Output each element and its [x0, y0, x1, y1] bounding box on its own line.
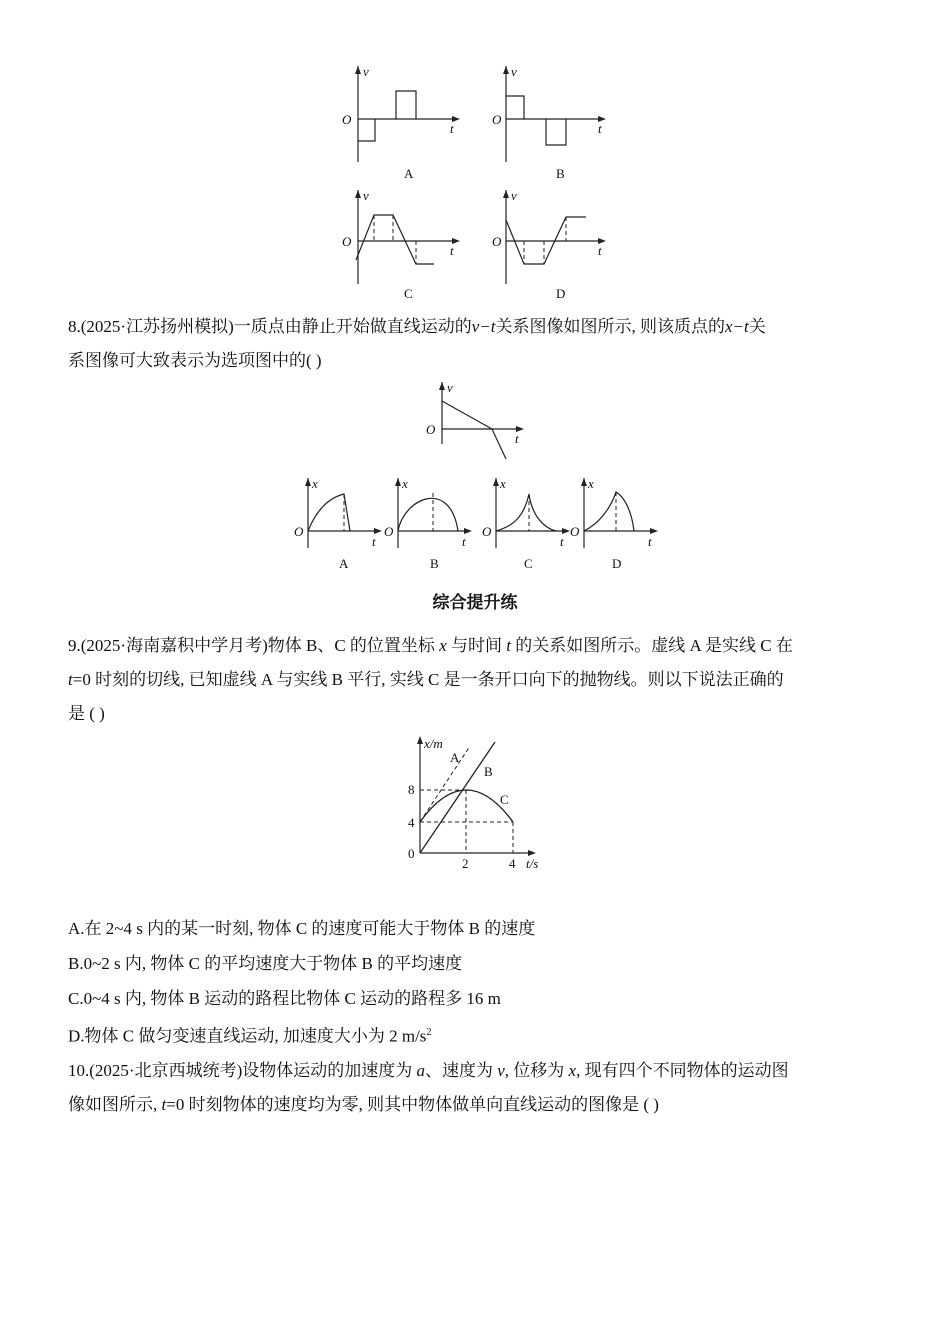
- var-v: v: [497, 1061, 505, 1080]
- q8-option-d-figure: [572, 476, 662, 571]
- var-t: t: [506, 636, 511, 655]
- question-number: 9.: [68, 636, 81, 655]
- prev-label-b: B: [556, 166, 565, 181]
- question-text: 与时间: [446, 636, 507, 655]
- x-tick-4: 4: [509, 856, 516, 871]
- question-text: =0 时刻的切线, 已知虚线 A 与实线 B 平行, 实线 C 是一条开口向下的抛物线。则以下说法正确的: [72, 670, 784, 689]
- var-a: a: [416, 1061, 425, 1080]
- xt-term: x−t: [724, 317, 749, 336]
- prev-label-d: D: [556, 286, 566, 301]
- q9-option-a[interactable]: A.在 2~4 s 内的某一时刻, 物体 C 的速度可能大于物体 B 的速度: [68, 919, 536, 938]
- y-axis-label: x/m: [424, 736, 443, 751]
- question-text: 物体 B、C 的位置坐标: [267, 636, 440, 655]
- axis-t-label: t: [462, 534, 466, 549]
- axis-x-label: x: [402, 476, 408, 491]
- axis-t-label: t: [372, 534, 376, 549]
- axis-t-label: t: [648, 534, 652, 549]
- question-8-line-2: 系图像可大致表示为选项图中的( ): [68, 351, 322, 370]
- axis-t-label: t: [515, 431, 519, 446]
- question-source: (2025·江苏扬州模拟): [80, 317, 234, 336]
- axis-t-label: t: [560, 534, 564, 549]
- q9-option-d-text: D.物体 C 做匀变速直线运动, 加速度大小为 2 m/s: [68, 1026, 427, 1046]
- q9-option-c[interactable]: C.0~4 s 内, 物体 B 运动的路程比物体 C 运动的路程多 16 m: [68, 989, 501, 1008]
- var-t: t: [68, 670, 73, 689]
- origin-label: O: [294, 524, 304, 539]
- question-text: 设物体运动的加速度为: [242, 1061, 417, 1080]
- y-tick-4: 4: [408, 815, 415, 830]
- question-number: 8.: [68, 317, 81, 336]
- origin-label: O: [482, 524, 492, 539]
- var-t: t: [161, 1095, 167, 1114]
- var-x: x: [439, 636, 447, 655]
- question-text: 关: [748, 317, 766, 336]
- q9-xt-figure: [400, 734, 560, 874]
- origin-label: O: [342, 234, 352, 249]
- question-9-line-3: 是 ( ): [68, 704, 105, 723]
- q8-label-d: D: [612, 556, 622, 571]
- q8-label-a: A: [339, 556, 349, 571]
- prev-figure-c: [336, 190, 466, 305]
- prev-figure-b: [490, 66, 620, 186]
- axis-v-label: v: [363, 188, 369, 203]
- question-source: (2025·海南嘉积中学月考): [80, 636, 268, 655]
- question-10-line-2: [68, 1088, 884, 1122]
- q8-label-c: C: [524, 556, 533, 571]
- question-10-text: [68, 1054, 884, 1122]
- prev-label-c: C: [404, 286, 413, 301]
- label-b: B: [484, 764, 493, 779]
- question-source: (2025·北京西城统考): [89, 1061, 243, 1080]
- x-axis-label: t/s: [526, 856, 539, 871]
- question-9-text: [68, 629, 884, 731]
- axis-t-label: t: [450, 243, 454, 258]
- label-c: C: [500, 792, 509, 807]
- line-a: [420, 746, 470, 822]
- label-a: A: [450, 750, 460, 765]
- axis-v-label: v: [363, 64, 369, 79]
- question-8-line-1: [68, 310, 884, 344]
- question-8-text: [68, 310, 884, 378]
- question-text: 关系图像如图所示, 则该质点的: [495, 317, 725, 336]
- axis-v-label: v: [447, 380, 453, 395]
- axis-t-label: t: [598, 243, 602, 258]
- axis-x-label: x: [312, 476, 318, 491]
- y-tick-8: 8: [408, 782, 415, 797]
- axis-v-label: v: [511, 188, 517, 203]
- question-text: 、速度为: [424, 1061, 498, 1080]
- question-text: , 现有四个不同物体的运动图: [576, 1061, 789, 1080]
- section-title: 综合提升练: [432, 593, 518, 612]
- q9-option-b[interactable]: B.0~2 s 内, 物体 C 的平均速度大于物体 B 的平均速度: [68, 954, 463, 973]
- question-text: 像如图所示,: [68, 1095, 162, 1114]
- question-9-line-1: [68, 629, 884, 663]
- vt-term: v−t: [471, 317, 496, 336]
- origin-label: O: [426, 422, 436, 437]
- q8-option-b-figure: [386, 476, 476, 571]
- axis-t-label: t: [450, 121, 454, 136]
- origin-label: O: [492, 234, 502, 249]
- origin-label: 0: [408, 846, 415, 861]
- origin-label: O: [570, 524, 580, 539]
- axis-t-label: t: [598, 121, 602, 136]
- question-text: 的关系如图所示。虚线 A 是实线 C 在: [510, 636, 793, 655]
- var-x: x: [568, 1061, 577, 1080]
- question-text: =0 时刻物体的速度均为零, 则其中物体做单向直线运动的图像是 ( ): [166, 1095, 659, 1114]
- prev-figure-d: [490, 190, 620, 305]
- q9-option-d-sup: 2: [426, 1027, 432, 1038]
- axis-x-label: x: [500, 476, 506, 491]
- q8-label-b: B: [430, 556, 439, 571]
- axis-x-label: x: [588, 476, 594, 491]
- origin-label: O: [342, 112, 352, 127]
- question-10-line-1: [68, 1054, 884, 1088]
- question-text: , 位移为: [504, 1061, 569, 1080]
- question-text: 一质点由静止开始做直线运动的: [233, 317, 472, 336]
- axis-v-label: v: [511, 64, 517, 79]
- origin-label: O: [492, 112, 502, 127]
- origin-label: O: [384, 524, 394, 539]
- q8-option-c-figure: [484, 476, 574, 571]
- q9-option-d[interactable]: [68, 1021, 431, 1049]
- prev-figure-a: [336, 66, 466, 186]
- prev-label-a: A: [404, 166, 414, 181]
- question-number: 10.: [68, 1061, 90, 1080]
- x-tick-2: 2: [462, 856, 469, 871]
- question-9-line-2: [68, 663, 884, 697]
- q8-option-a-figure: [296, 476, 386, 571]
- q8-vt-figure: [420, 382, 540, 462]
